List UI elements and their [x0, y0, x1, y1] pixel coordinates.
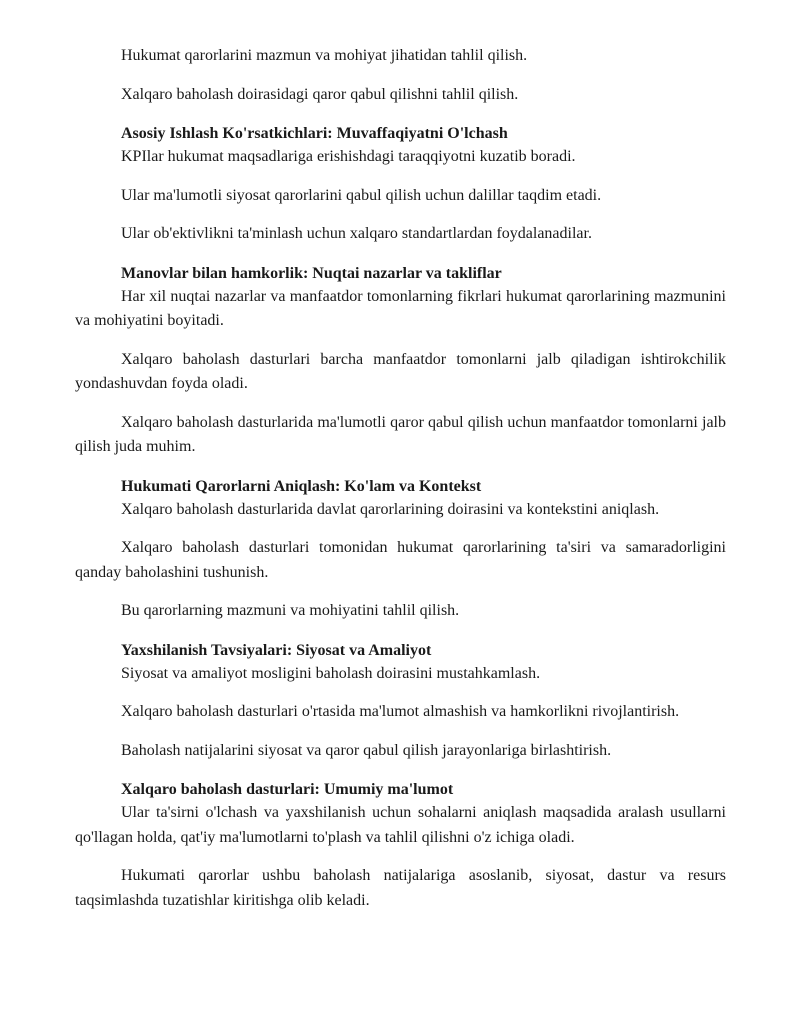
body-paragraph: Ular ob'ektivlikni ta'minlash uchun xalqaro standartlardan foydalanadilar. [121, 225, 592, 242]
section-scope-context [75, 476, 726, 624]
body-paragraph: Ular ma'lumotli siyosat qarorlarini qabul qilish uchun dalillar taqdim etadi. [121, 186, 602, 204]
intro-paragraph: Hukumat qarorlarini mazmun va mohiyat jihatidan tahlil qilish. [121, 47, 528, 64]
section-heading: Xalqaro baholash dasturlari: Umumiy ma'lumot [121, 781, 454, 798]
section-kpi [75, 123, 726, 247]
body-paragraph: Bu qarorlarning mazmuni va mohiyatini tahlil qilish. [121, 602, 460, 619]
body-paragraph: Xalqaro baholash dasturlarida ma'lumotli qaror qabul qilish uchun manfaatdor tomonlarni jalb qilish juda muhim. [75, 413, 726, 455]
section-recommendations [75, 640, 726, 764]
body-paragraph: Baholash natijalarini siyosat va qaror qabul qilish jarayonlariga birlashtirish. [121, 741, 612, 759]
section-collaboration [75, 263, 726, 460]
intro-paragraph: Xalqaro baholash doirasidagi qaror qabul qilishni tahlil qilish. [121, 85, 519, 103]
body-paragraph: Har xil nuqtai nazarlar va manfaatdor tomonlarning fikrlari hukumat qarorlarining mazmunini va mohiyatini boyitadi. [75, 287, 726, 329]
body-paragraph: Xalqaro baholash dasturlari tomonidan hukumat qarorlarining ta'siri va samaradorligini qanday baholashini tushunish. [75, 539, 726, 581]
body-paragraph: Xalqaro baholash dasturlari barcha manfaatdor tomonlarni jalb qiladigan ishtirokchilik yondashuvdan foyda oladi. [75, 350, 726, 392]
body-paragraph: Xalqaro baholash dasturlarida davlat qarorlarining doirasini va kontekstini aniqlash. [121, 500, 660, 518]
section-overview [75, 779, 726, 913]
body-paragraph: Hukumati qarorlar ushbu baholash natijalariga asoslanib, siyosat, dastur va resurs taqsimlashda tuzatishlar kiritishga olib keladi. [75, 867, 726, 909]
body-paragraph: KPIlar hukumat maqsadlariga erishishdagi taraqqiyotni kuzatib boradi. [121, 148, 576, 165]
body-paragraph: Siyosat va amaliyot mosligini baholash doirasini mustahkamlash. [121, 664, 541, 682]
body-paragraph: Xalqaro baholash dasturlari o'rtasida ma'lumot almashish va hamkorlikni rivojlantirish. [121, 703, 680, 720]
section-heading: Asosiy Ishlash Ko'rsatkichlari: Muvaffaqiyatni O'lchash [121, 125, 508, 142]
document-page [75, 44, 726, 927]
body-paragraph: Ular ta'sirni o'lchash va yaxshilanish uchun sohalarni aniqlash maqsadida aralash usullarni qo'llagan holda, qat'iy ma'lumotlarni to'plash va tahlil qilishni o'z ichiga oladi. [75, 804, 726, 846]
section-heading: Yaxshilanish Tavsiyalari: Siyosat va Amaliyot [121, 641, 432, 659]
section-heading: Manovlar bilan hamkorlik: Nuqtai nazarlar va takliflar [121, 264, 502, 282]
section-heading: Hukumati Qarorlarni Aniqlash: Ko'lam va Kontekst [121, 477, 482, 495]
